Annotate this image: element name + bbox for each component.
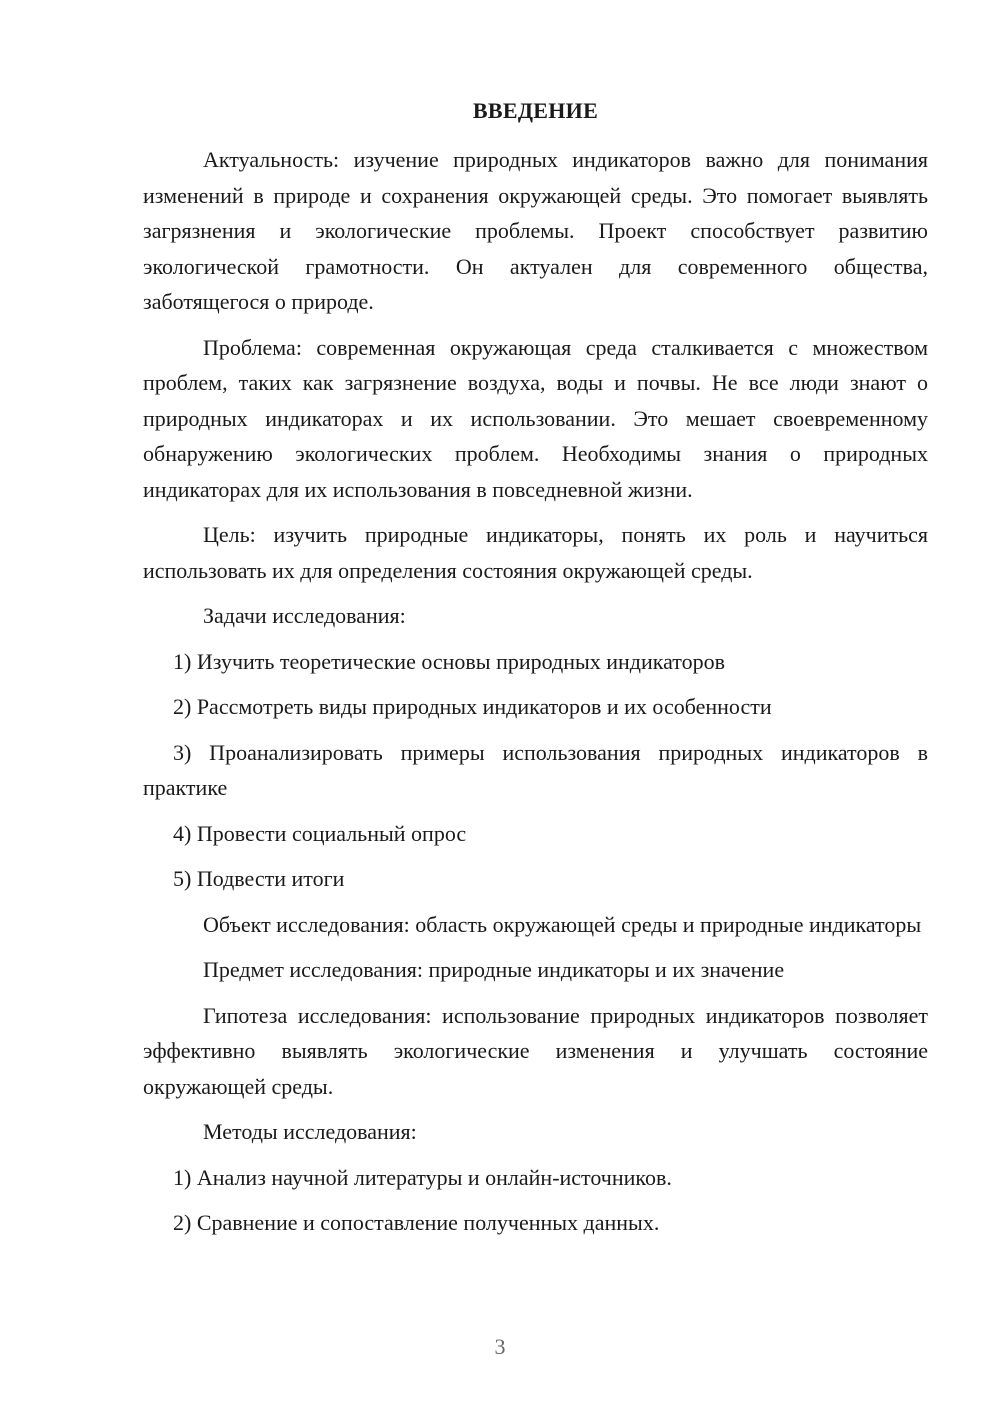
- paragraph-hypothesis: Гипотеза исследования: использование природных индикаторов позволяет эффективно выявлять экологические изменения и улучшать состояние окружающей среды.: [143, 1002, 928, 1099]
- method-item: 2) Сравнение и сопоставление полученных данных.: [173, 1210, 660, 1235]
- paragraph-relevance: Актуальность: изучение природных индикаторов важно для понимания изменений в природе и сохранения окружающей среды. Это помогает выявлять загрязнения и экологические проблемы. Проект способствует развитию экологической грамотности. Он актуален для современного общества, заботящегося о природе.: [143, 147, 928, 314]
- tasks-heading: Задачи исследования:: [203, 603, 406, 628]
- page-number: 3: [494, 1334, 506, 1359]
- method-item: 1) Анализ научной литературы и онлайн-источников.: [173, 1164, 672, 1190]
- paragraph-goal: Цель: изучить природные индикаторы, понять их роль и научиться использовать их для определения состояния окружающей среды.: [143, 522, 928, 583]
- task-item: 2) Рассмотреть виды природных индикаторов и их особенности: [173, 694, 772, 719]
- section-title: ВВЕДЕНИЕ: [472, 98, 599, 123]
- paragraph-subject: Предмет исследования: природные индикаторы и их значение: [203, 957, 785, 982]
- task-item: 3) Проанализировать примеры использования природных индикаторов в практике: [143, 739, 928, 800]
- paragraph-problem: Проблема: современная окружающая среда сталкивается с множеством проблем, таких как загрязнение воздуха, воды и почвы. Не все люди знают о природных индикаторах и их использовании. Это мешает своевременному обнаружению экологических проблем. Необходимы знания о природных индикаторах для их использования в повседневной жизни.: [143, 334, 928, 502]
- task-item: 4) Провести социальный опрос: [173, 820, 467, 846]
- task-item: 5) Подвести итоги: [173, 866, 345, 891]
- task-item: 1) Изучить теоретические основы природных индикаторов: [173, 648, 726, 674]
- methods-heading: Методы исследования:: [203, 1119, 417, 1144]
- paragraph-object: Объект исследования: область окружающей среды и природные индикаторы: [203, 911, 922, 937]
- document-page: [143, 96, 928, 1251]
